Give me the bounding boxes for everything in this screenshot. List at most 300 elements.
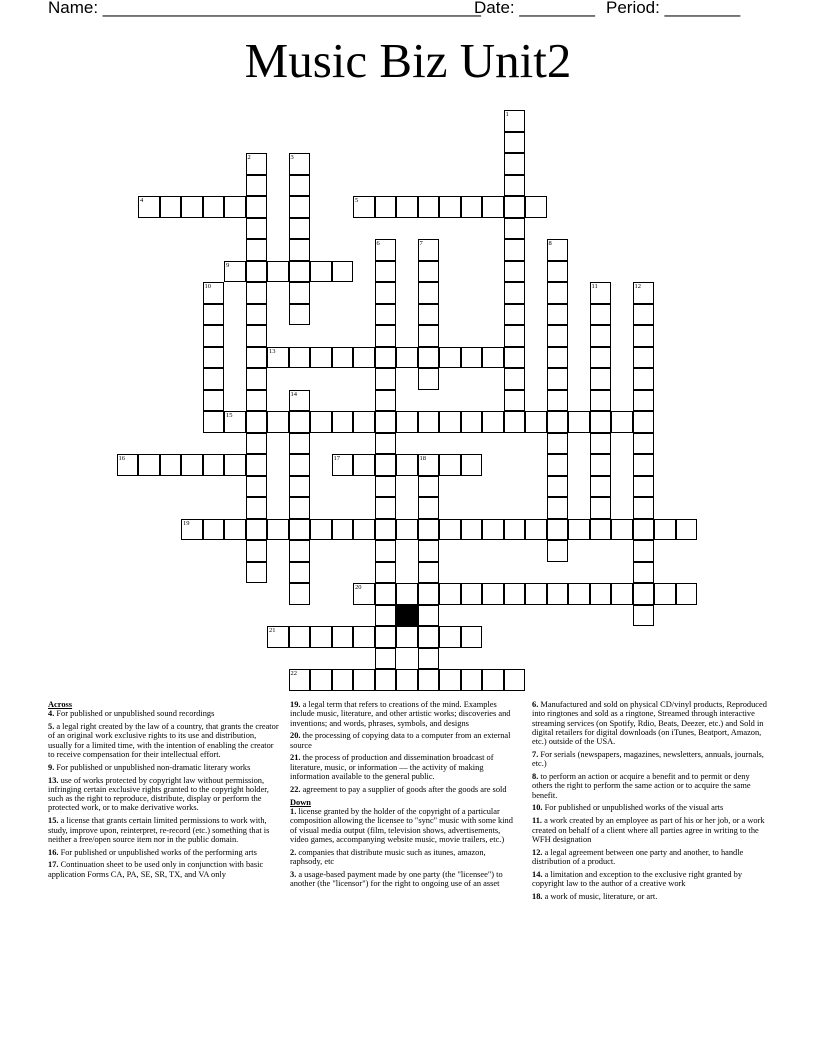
grid-cell[interactable] (224, 454, 246, 476)
clue-text: For published or unpublished non-dramatic literary works (56, 762, 251, 772)
grid-cell[interactable] (418, 540, 440, 562)
grid-cell[interactable] (310, 261, 332, 283)
grid-cell[interactable] (246, 497, 268, 519)
grid-cell[interactable] (439, 669, 461, 691)
grid-cell[interactable] (418, 454, 440, 476)
clue-text: a work created by an employee as part of his or her job, or a work created on behalf of a client where all parties agree in writing to the WFH designation (532, 816, 765, 844)
grid-cell[interactable] (547, 433, 569, 455)
grid-cell[interactable] (246, 282, 268, 304)
grid-cell[interactable] (267, 411, 289, 433)
grid-cell[interactable] (418, 347, 440, 369)
grid-cell[interactable] (203, 347, 225, 369)
grid-cell[interactable] (611, 519, 633, 541)
grid-cell[interactable] (310, 519, 332, 541)
grid-cell[interactable] (246, 261, 268, 283)
grid-cell[interactable] (138, 196, 160, 218)
grid-cell[interactable] (289, 347, 311, 369)
grid-cell[interactable] (590, 476, 612, 498)
clue-number: 15 (226, 412, 233, 419)
clue (290, 753, 518, 781)
clue-text: a work of music, literature, or art. (544, 891, 658, 901)
grid-cell[interactable] (375, 562, 397, 584)
grid-cell[interactable] (633, 282, 655, 304)
grid-cell[interactable] (332, 454, 354, 476)
clue-number: 10 (204, 283, 211, 290)
page-title: Music Biz Unit2 (244, 33, 572, 88)
grid-cell[interactable] (310, 669, 332, 691)
grid-cell[interactable] (332, 626, 354, 648)
grid-cell[interactable] (504, 110, 526, 132)
clue-number: 21 (269, 627, 276, 634)
grid-cell[interactable] (461, 583, 483, 605)
grid-cell[interactable] (181, 196, 203, 218)
clue (290, 785, 518, 794)
grid-cell[interactable] (353, 626, 375, 648)
clue-number: 2 (247, 154, 251, 161)
grid-cell[interactable] (547, 304, 569, 326)
grid-cell[interactable] (203, 282, 225, 304)
grid-cell[interactable] (289, 540, 311, 562)
clue-number: 13. (48, 775, 59, 785)
clue-number: 1 (505, 111, 509, 118)
grid-cell[interactable] (547, 454, 569, 476)
grid-cell[interactable] (289, 390, 311, 412)
grid-cell[interactable] (289, 626, 311, 648)
grid-cell[interactable] (525, 583, 547, 605)
grid-cell[interactable] (181, 519, 203, 541)
grid-cell[interactable] (224, 196, 246, 218)
grid-cell[interactable] (181, 454, 203, 476)
clue-number: 18 (419, 455, 426, 462)
grid-cell[interactable] (289, 282, 311, 304)
clue (48, 816, 282, 844)
grid-cell[interactable] (289, 454, 311, 476)
grid-cell[interactable] (203, 196, 225, 218)
grid-cell[interactable] (590, 583, 612, 605)
grid-cell[interactable] (504, 261, 526, 283)
grid-cell[interactable] (439, 196, 461, 218)
grid-cell[interactable] (418, 562, 440, 584)
grid-cell[interactable] (504, 347, 526, 369)
grid-cell[interactable] (246, 433, 268, 455)
down-clue-list (290, 807, 518, 888)
grid-cell[interactable] (289, 669, 311, 691)
grid-cell[interactable] (353, 519, 375, 541)
grid-cell[interactable] (418, 282, 440, 304)
clue-number: 19. (290, 700, 301, 709)
grid-cell[interactable] (203, 368, 225, 390)
grid-cell[interactable] (289, 519, 311, 541)
grid-cell[interactable] (289, 583, 311, 605)
grid-cell[interactable] (310, 411, 332, 433)
grid-cell[interactable] (590, 454, 612, 476)
grid-cell[interactable] (375, 411, 397, 433)
grid-cell[interactable] (547, 583, 569, 605)
grid-cell[interactable] (353, 411, 375, 433)
grid-cell[interactable] (482, 347, 504, 369)
down-clue-list-continued (532, 700, 768, 901)
grid-cell[interactable] (289, 196, 311, 218)
clue-column-2 (290, 700, 518, 892)
grid-cell[interactable] (633, 390, 655, 412)
grid-cell[interactable] (203, 411, 225, 433)
grid-cell[interactable] (203, 325, 225, 347)
clue-text: use of works protected by copyright law without permission, infringing certain exclusive rights granted to the copyright holder, such as the right to reproduce, distribute, display or perform the protected work, or to make derivative works. (48, 775, 269, 813)
grid-cell[interactable] (633, 519, 655, 541)
grid-cell[interactable] (504, 411, 526, 433)
clue-number: 21. (290, 753, 301, 763)
clue (532, 870, 768, 889)
clue-number: 6 (376, 240, 380, 247)
grid-cell[interactable] (547, 239, 569, 261)
grid-cell[interactable] (310, 347, 332, 369)
clue-number: 14. (532, 869, 543, 879)
grid-cell[interactable] (590, 497, 612, 519)
grid-cell[interactable] (461, 411, 483, 433)
across-clue-list-continued (290, 700, 518, 794)
grid-cell[interactable] (633, 540, 655, 562)
grid-cell[interactable] (504, 132, 526, 154)
grid-cell[interactable] (590, 390, 612, 412)
grid-cell[interactable] (439, 454, 461, 476)
grid-cell[interactable] (375, 196, 397, 218)
grid-cell[interactable] (396, 669, 418, 691)
clue-number: 22 (290, 670, 297, 677)
grid-cell[interactable] (418, 411, 440, 433)
grid-cell[interactable] (418, 196, 440, 218)
grid-cell[interactable] (504, 519, 526, 541)
clue-column-3 (532, 700, 768, 905)
grid-cell[interactable] (224, 519, 246, 541)
grid-cell[interactable] (590, 347, 612, 369)
grid-cell[interactable] (482, 583, 504, 605)
grid-cell[interactable] (246, 325, 268, 347)
grid-cell[interactable] (482, 196, 504, 218)
grid-cell[interactable] (289, 218, 311, 240)
grid-cell[interactable] (246, 562, 268, 584)
grid-cell[interactable] (246, 540, 268, 562)
grid-cell[interactable] (482, 519, 504, 541)
grid-cell[interactable] (504, 196, 526, 218)
grid-cell[interactable] (375, 476, 397, 498)
grid-cell[interactable] (289, 476, 311, 498)
grid-cell[interactable] (461, 196, 483, 218)
grid-cell[interactable] (246, 196, 268, 218)
grid-cell[interactable] (482, 669, 504, 691)
grid-cell[interactable] (461, 347, 483, 369)
clue-number: 5 (355, 197, 359, 204)
grid-cell[interactable] (590, 433, 612, 455)
grid-cell[interactable] (246, 347, 268, 369)
grid-cell[interactable] (396, 519, 418, 541)
grid-cell[interactable] (504, 304, 526, 326)
grid-cell[interactable] (461, 669, 483, 691)
clue-number: 17. (48, 860, 59, 870)
grid-cell[interactable] (396, 626, 418, 648)
grid-cell[interactable] (246, 454, 268, 476)
grid-cell[interactable] (504, 669, 526, 691)
clue-text: a license that grants certain limited permissions to work with, study, improve upon, reinterpret, re-record (etc.) something that is neither a free/open source item nor in the public domain. (48, 816, 270, 844)
grid-cell[interactable] (525, 411, 547, 433)
grid-cell[interactable] (224, 261, 246, 283)
grid-cell[interactable] (482, 411, 504, 433)
grid-cell[interactable] (310, 626, 332, 648)
grid-cell[interactable] (375, 304, 397, 326)
grid-cell[interactable] (461, 519, 483, 541)
grid-cell[interactable] (633, 433, 655, 455)
grid-cell[interactable] (504, 218, 526, 240)
grid-cell[interactable] (547, 411, 569, 433)
grid-cell[interactable] (418, 239, 440, 261)
grid-cell[interactable] (568, 583, 590, 605)
grid-cell[interactable] (504, 390, 526, 412)
grid-cell[interactable] (418, 669, 440, 691)
grid-cell[interactable] (375, 390, 397, 412)
grid-cell[interactable] (375, 583, 397, 605)
grid-cell[interactable] (246, 411, 268, 433)
clue-number: 1. (290, 806, 297, 816)
clue (48, 776, 282, 813)
clue-text: For published or unpublished sound recordings (56, 709, 215, 719)
grid-cell[interactable] (504, 153, 526, 175)
grid-cell[interactable] (289, 175, 311, 197)
grid-cell[interactable] (246, 304, 268, 326)
grid-cell[interactable] (332, 347, 354, 369)
clue (290, 848, 518, 867)
grid-cell[interactable] (117, 454, 139, 476)
grid-cell[interactable] (289, 497, 311, 519)
grid-cell[interactable] (289, 304, 311, 326)
grid-cell[interactable] (203, 390, 225, 412)
grid-cell[interactable] (547, 519, 569, 541)
grid-cell[interactable] (267, 261, 289, 283)
grid-cell[interactable] (160, 454, 182, 476)
grid-cell[interactable] (418, 368, 440, 390)
grid-cell[interactable] (547, 540, 569, 562)
grid-cell[interactable] (396, 583, 418, 605)
grid-cell[interactable] (289, 562, 311, 584)
grid-cell[interactable] (590, 519, 612, 541)
grid-cell[interactable] (375, 368, 397, 390)
grid-cell[interactable] (504, 583, 526, 605)
grid-cell[interactable] (461, 454, 483, 476)
grid-cell[interactable] (504, 368, 526, 390)
grid-cell[interactable] (375, 669, 397, 691)
grid-cell[interactable] (418, 476, 440, 498)
grid-cell[interactable] (289, 239, 311, 261)
grid-cell[interactable] (568, 411, 590, 433)
clue (290, 870, 518, 889)
clue-number: 18. (532, 891, 543, 901)
grid-cell[interactable] (633, 476, 655, 498)
grid-cell[interactable] (611, 583, 633, 605)
grid-cell[interactable] (289, 433, 311, 455)
grid-cell[interactable] (439, 347, 461, 369)
grid-cell[interactable] (375, 454, 397, 476)
clue-text: For published or unpublished works of the visual arts (544, 803, 724, 813)
clue-number: 19 (183, 519, 190, 527)
clue-number: 5. (48, 722, 55, 732)
grid-cell[interactable] (439, 583, 461, 605)
clue-column-1 (48, 700, 282, 883)
grid-cell[interactable] (418, 304, 440, 326)
grid-cell[interactable] (160, 196, 182, 218)
grid-cell[interactable] (439, 626, 461, 648)
grid-cell[interactable] (633, 605, 655, 627)
grid-cell[interactable] (375, 325, 397, 347)
grid-cell[interactable] (418, 261, 440, 283)
grid-cell[interactable] (203, 454, 225, 476)
grid-cell[interactable] (396, 196, 418, 218)
grid-cell[interactable] (375, 519, 397, 541)
grid-cell[interactable] (633, 347, 655, 369)
grid-cell[interactable] (246, 519, 268, 541)
grid-cell[interactable] (418, 583, 440, 605)
grid-cell[interactable] (267, 626, 289, 648)
grid-cell[interactable] (633, 368, 655, 390)
grid-cell[interactable] (375, 347, 397, 369)
clue-number: 22. (290, 784, 301, 794)
clue-number: 14 (290, 390, 297, 398)
clue-text: For serials (newspapers, magazines, newsletters, annuals, journals, etc.) (532, 749, 764, 769)
grid-cell[interactable] (375, 626, 397, 648)
grid-cell[interactable] (246, 476, 268, 498)
clue (532, 816, 768, 844)
clue (290, 807, 518, 844)
grid-cell[interactable] (611, 411, 633, 433)
grid-cell[interactable] (461, 626, 483, 648)
clue-number: 3 (290, 154, 294, 161)
clue-number: 13 (269, 347, 276, 355)
grid-cell[interactable] (590, 368, 612, 390)
grid-cell[interactable] (418, 605, 440, 627)
grid-cell[interactable] (353, 669, 375, 691)
grid-cell[interactable] (676, 583, 698, 605)
grid-cell[interactable] (418, 497, 440, 519)
grid-cell[interactable] (590, 304, 612, 326)
grid-cell[interactable] (654, 519, 676, 541)
grid-cell[interactable] (504, 325, 526, 347)
clue-number: 9. (48, 762, 55, 772)
grid-cell[interactable] (590, 282, 612, 304)
grid-cell[interactable] (267, 519, 289, 541)
grid-cell[interactable] (590, 325, 612, 347)
clue-text: to perform an action or acquire a benefit and to permit or deny others the right to perform the same action or to acquire the same benefit. (532, 772, 751, 800)
grid-cell[interactable] (246, 175, 268, 197)
grid-cell[interactable] (418, 648, 440, 670)
period-field[interactable]: Period: ________ (606, 0, 741, 17)
grid-cell[interactable] (547, 390, 569, 412)
clue-text: a legal term that refers to creations of the mind. Examples include music, literature, and other artistic works; discoveries and inventions; and words, phrases, symbols, and designs (290, 700, 511, 728)
grid-cell[interactable] (676, 519, 698, 541)
clue-text: a legal agreement between one party and another, to handle distribution of a product. (532, 847, 744, 866)
grid-cell[interactable] (375, 605, 397, 627)
grid-cell[interactable] (289, 411, 311, 433)
clue-text: For published or unpublished works of the performing arts (60, 847, 257, 857)
grid-cell[interactable] (375, 648, 397, 670)
grid-cell[interactable] (246, 390, 268, 412)
grid-cell[interactable] (633, 497, 655, 519)
grid-cell[interactable] (418, 519, 440, 541)
grid-cell[interactable] (396, 411, 418, 433)
grid-cell[interactable] (547, 325, 569, 347)
grid-cell[interactable] (439, 519, 461, 541)
date-field[interactable]: Date: ________ (474, 0, 595, 17)
grid-cell[interactable] (633, 411, 655, 433)
grid-cell[interactable] (375, 282, 397, 304)
grid-cell[interactable] (375, 239, 397, 261)
grid-cell[interactable] (332, 261, 354, 283)
grid-cell[interactable] (267, 347, 289, 369)
grid-cell[interactable] (633, 583, 655, 605)
clue-text: a limitation and exception to the exclusive right granted by copyright law to the author of a creative work (532, 869, 743, 889)
grid-cell[interactable] (246, 239, 268, 261)
grid-cell[interactable] (547, 368, 569, 390)
grid-cell[interactable] (396, 454, 418, 476)
grid-cell[interactable] (203, 304, 225, 326)
clue-text: a legal right created by the law of a country, that grants the creator of an original work exclusive rights to its use and distribution, usually for a limited time, with the intention of enabling the creator to receive compensation for their intellectual effort. (48, 722, 279, 759)
clue-number: 6. (532, 700, 539, 709)
grid-cell[interactable] (504, 175, 526, 197)
grid-cell[interactable] (246, 153, 268, 175)
grid-cell[interactable] (396, 347, 418, 369)
grid-cell[interactable] (654, 583, 676, 605)
grid-cell[interactable] (547, 497, 569, 519)
grid-cell[interactable] (525, 519, 547, 541)
grid-cell[interactable] (353, 347, 375, 369)
grid-cell[interactable] (525, 196, 547, 218)
grid-cell[interactable] (633, 304, 655, 326)
grid-cell[interactable] (375, 497, 397, 519)
name-field[interactable]: Name: ________________________________________ (48, 0, 481, 17)
grid-cell[interactable] (138, 454, 160, 476)
grid-cell[interactable] (332, 411, 354, 433)
grid-cell[interactable] (418, 325, 440, 347)
grid-cell[interactable] (418, 626, 440, 648)
grid-cell[interactable] (504, 239, 526, 261)
grid-cell[interactable] (289, 153, 311, 175)
grid-cell[interactable] (633, 454, 655, 476)
grid-cell[interactable] (375, 433, 397, 455)
grid-cell[interactable] (289, 261, 311, 283)
grid-cell[interactable] (439, 411, 461, 433)
grid-cell[interactable] (568, 519, 590, 541)
grid-cell[interactable] (224, 411, 246, 433)
grid-cell[interactable] (633, 562, 655, 584)
grid-cell[interactable] (246, 218, 268, 240)
grid-cell[interactable] (590, 411, 612, 433)
grid-cell[interactable] (246, 368, 268, 390)
grid-cell[interactable] (504, 282, 526, 304)
grid-cell[interactable] (353, 196, 375, 218)
grid-cell[interactable] (203, 519, 225, 541)
grid-cell[interactable] (332, 669, 354, 691)
grid-cell[interactable] (547, 282, 569, 304)
grid-cell[interactable] (547, 261, 569, 283)
grid-cell[interactable] (375, 261, 397, 283)
grid-cell[interactable] (375, 540, 397, 562)
grid-cell[interactable] (547, 347, 569, 369)
clue (48, 848, 282, 857)
grid-cell[interactable] (547, 476, 569, 498)
clue-text: Continuation sheet to be used only in conjunction with basic application Forms CA, PA, SE, SR, TX, and VA only (48, 860, 264, 879)
grid-cell[interactable] (353, 454, 375, 476)
grid-cell[interactable] (332, 519, 354, 541)
clue-text: a usage-based payment made by one party (the "licensee") to another (the "licensor") for the right to ongoing use of an asset (290, 869, 503, 889)
grid-cell[interactable] (353, 583, 375, 605)
grid-cell[interactable] (633, 325, 655, 347)
clue-text: agreement to pay a supplier of goods after the goods are sold (302, 784, 507, 794)
